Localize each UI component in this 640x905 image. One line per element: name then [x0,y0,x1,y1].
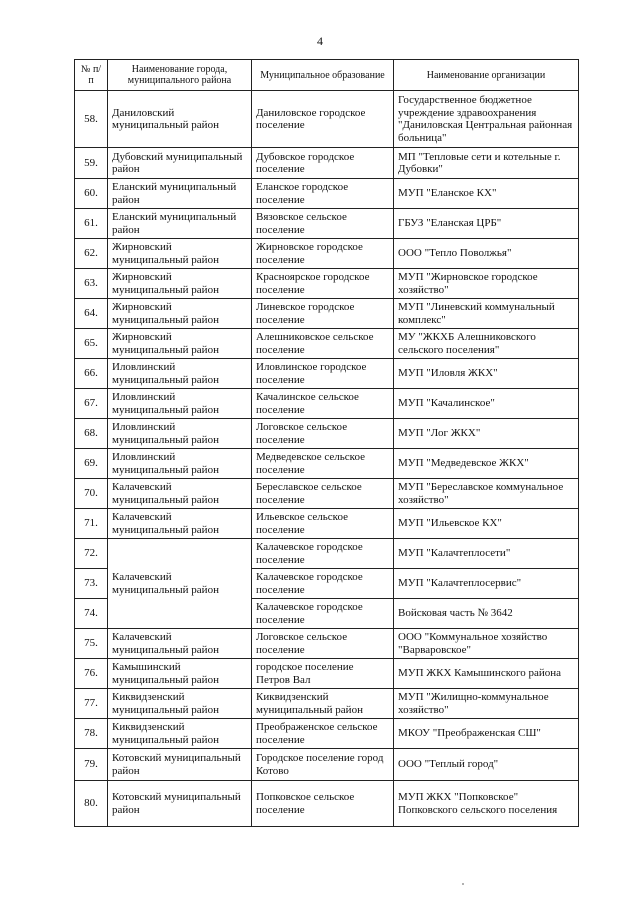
organization-cell: МУП "Калачтеплосервис" [394,569,579,599]
municipality-cell: Ильевское сельское поселение [252,509,394,539]
district-cell: Киквидзенский муниципальный район [108,719,252,749]
municipality-cell: Попковское сельское поселение [252,781,394,827]
district-cell: Калачевский муниципальный район [108,479,252,509]
table-row [75,479,579,509]
district-cell: Жирновский муниципальный район [108,329,252,359]
row-number: 66. [75,359,108,389]
district-cell: Иловлинский муниципальный район [108,419,252,449]
table-row [75,269,579,299]
district-cell: Жирновский муниципальный район [108,299,252,329]
row-number: 71. [75,509,108,539]
row-number: 77. [75,689,108,719]
organization-cell: МУП ЖКХ Камышинского района [394,659,579,689]
municipality-cell: Вязовское сельское поселение [252,209,394,239]
municipality-cell: Калачевское городское поселение [252,539,394,569]
table-row [75,629,579,659]
municipality-cell: Красноярское городское поселение [252,269,394,299]
table-row [75,419,579,449]
municipality-cell: Иловлинское городское поселение [252,359,394,389]
district-cell: Иловлинский муниципальный район [108,449,252,479]
district-cell: Иловлинский муниципальный район [108,389,252,419]
header-municipality: Муниципальное образование [252,60,394,91]
row-number: 60. [75,179,108,209]
row-number: 80. [75,781,108,827]
row-number: 70. [75,479,108,509]
district-cell: Еланский муниципальный район [108,209,252,239]
organization-cell: ГБУЗ "Еланская ЦРБ" [394,209,579,239]
district-cell: Калачевский муниципальный район [108,629,252,659]
organization-cell: МКОУ "Преображенская СШ" [394,719,579,749]
page-number: 4 [317,34,323,48]
table-row [75,359,579,389]
table-header-row [75,60,579,91]
table-row [75,689,579,719]
municipality-cell: Логовское сельское поселение [252,629,394,659]
row-number: 58. [75,91,108,148]
municipality-cell: Киквидзенский муниципальный район [252,689,394,719]
row-number: 79. [75,749,108,781]
row-number: 69. [75,449,108,479]
table-row [75,179,579,209]
organization-cell: МУП "Береславское коммунальное хозяйство" [394,479,579,509]
district-cell: Жирновский муниципальный район [108,239,252,269]
municipality-cell: Преображенское сельское поселение [252,719,394,749]
row-number: 75. [75,629,108,659]
table-row [75,509,579,539]
table-row [75,239,579,269]
table-row [75,148,579,179]
district-cell: Киквидзенский муниципальный район [108,689,252,719]
row-number: 65. [75,329,108,359]
table-row [75,449,579,479]
municipality-cell: Городское поселение город Котово [252,749,394,781]
organization-cell: МУП "Качалинское" [394,389,579,419]
row-number: 59. [75,148,108,179]
municipality-cell: Еланское городское поселение [252,179,394,209]
row-number: 64. [75,299,108,329]
row-number: 68. [75,419,108,449]
district-cell: Иловлинский муниципальный район [108,359,252,389]
municipality-cell: Калачевское городское поселение [252,569,394,599]
municipality-cell: Береславское сельское поселение [252,479,394,509]
row-number: 74. [75,599,108,629]
organization-cell: МУП "Иловля ЖКХ" [394,359,579,389]
organization-cell: МУП "Лог ЖКХ" [394,419,579,449]
municipality-cell: Линевское городское поселение [252,299,394,329]
organization-cell: ООО "Теплый город" [394,749,579,781]
municipality-cell: Медведевское сельское поселение [252,449,394,479]
municipality-cell: Алешниковское сельское поселение [252,329,394,359]
organization-cell: МУП "Жирновское городское хозяйство" [394,269,579,299]
organization-cell: ООО "Коммунальное хозяйство "Варваровское" [394,629,579,659]
scan-speck [462,883,464,885]
organization-cell: МУП "Еланское КХ" [394,179,579,209]
district-cell: Котовский муниципальный район [108,781,252,827]
row-number: 78. [75,719,108,749]
table-row [75,659,579,689]
municipality-cell: Качалинское сельское поселение [252,389,394,419]
district-cell: Котовский муниципальный район [108,749,252,781]
municipality-cell: Дубовское городское поселение [252,148,394,179]
organization-cell: МП "Тепловые сети и котельные г. Дубовки" [394,148,579,179]
municipality-cell: Жирновское городское поселение [252,239,394,269]
row-number: 62. [75,239,108,269]
table-row [75,781,579,827]
organization-cell: Государственное бюджетное учреждение здравоохранения "Даниловская Центральная районная больница" [394,91,579,148]
municipality-cell: Логовское сельское поселение [252,419,394,449]
table-row [75,209,579,239]
organization-cell: МУП ЖКХ "Попковское" Попковского сельского поселения [394,781,579,827]
row-number: 72. [75,539,108,569]
district-cell: Камышинский муниципальный район [108,659,252,689]
organization-cell: МУ "ЖКХБ Алешниковского сельского поселения" [394,329,579,359]
municipality-cell: городское поселение Петров Вал [252,659,394,689]
header-organization: Наименование организации [394,60,579,91]
organizations-table [74,59,579,827]
organization-cell: МУП "Медведевское ЖКХ" [394,449,579,479]
organization-cell: ООО "Тепло Поволжья" [394,239,579,269]
table-row [75,719,579,749]
district-cell-merged: Калачевский муниципальный район [108,539,252,629]
organization-cell: МУП "Ильевское КХ" [394,509,579,539]
organization-cell: МУП "Калачтеплосети" [394,539,579,569]
header-number: № п/п [75,60,108,91]
district-cell: Жирновский муниципальный район [108,269,252,299]
district-cell: Еланский муниципальный район [108,179,252,209]
row-number: 61. [75,209,108,239]
row-number: 63. [75,269,108,299]
organization-cell: МУП "Линевский коммунальный комплекс" [394,299,579,329]
row-number: 76. [75,659,108,689]
district-cell: Даниловский муниципальный район [108,91,252,148]
organization-cell: МУП "Жилищно-коммунальное хозяйство" [394,689,579,719]
municipality-cell: Калачевское городское поселение [252,599,394,629]
table-row [75,329,579,359]
row-number: 73. [75,569,108,599]
table-row [75,299,579,329]
district-cell: Дубовский муниципальный район [108,148,252,179]
municipality-cell: Даниловское городское поселение [252,91,394,148]
header-district: Наименование города, муниципального района [108,60,252,91]
table-row [75,539,579,569]
table-row [75,749,579,781]
row-number: 67. [75,389,108,419]
table-row [75,91,579,148]
district-cell: Калачевский муниципальный район [108,509,252,539]
table-row [75,389,579,419]
organization-cell: Войсковая часть № 3642 [394,599,579,629]
